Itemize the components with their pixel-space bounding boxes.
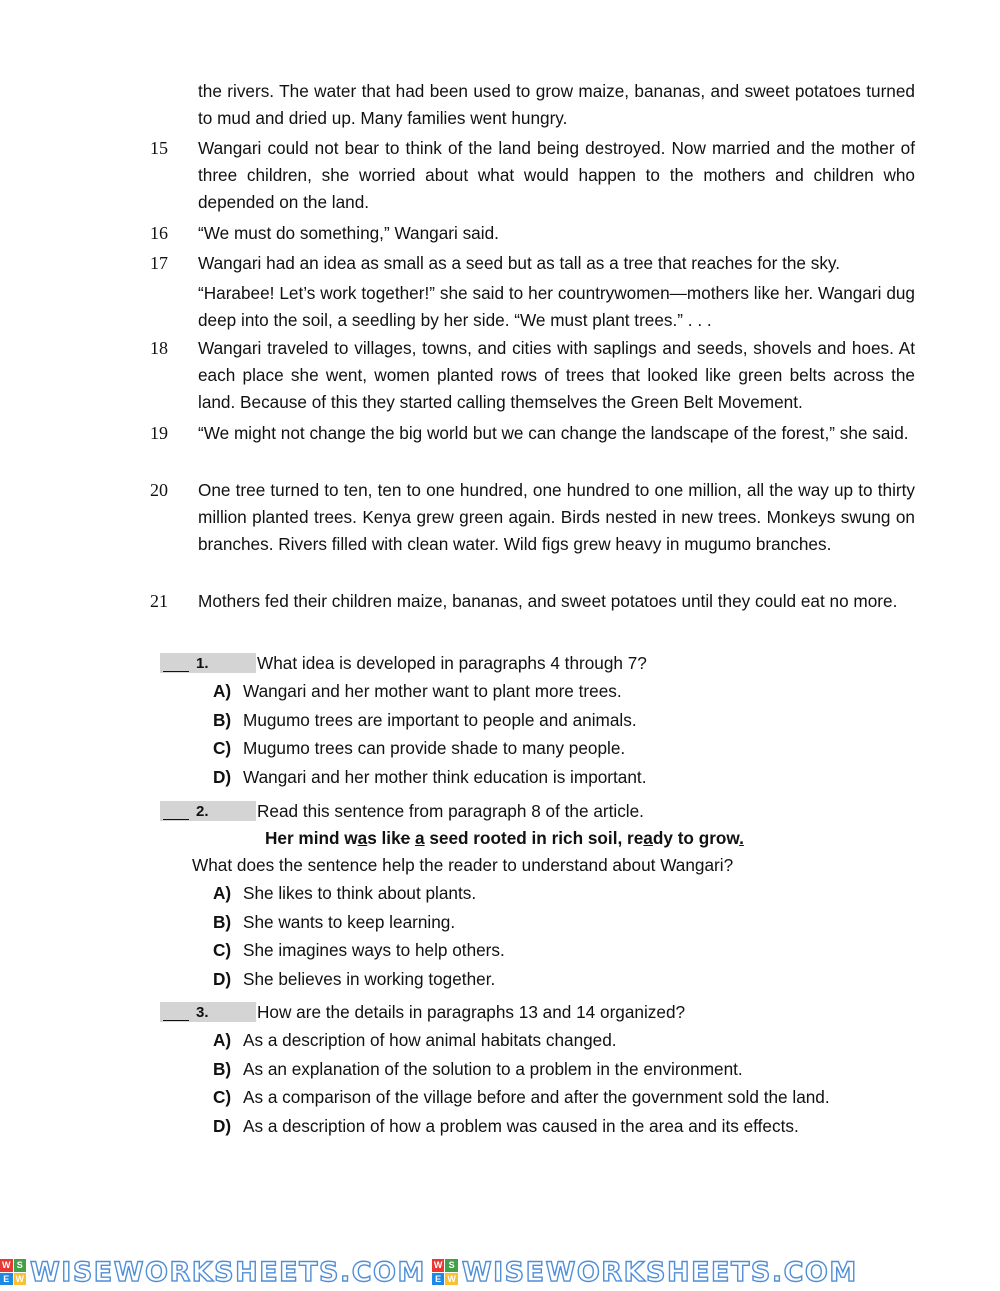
option-letter: C): [213, 1087, 232, 1108]
paragraph-number: 15: [150, 138, 168, 158]
paragraph-text: Wangari had an idea as small as a seed but as tall as a tree that reaches for the sky.: [198, 253, 841, 273]
watermark-text: WISEWORKSHEETS.COM: [461, 1256, 858, 1288]
question-header: [160, 651, 920, 677]
option-text: As a description of how a problem was caused in the area and its effects.: [243, 1116, 799, 1137]
answer-option-c[interactable]: [160, 1083, 920, 1112]
paragraph-number: 18: [150, 338, 168, 358]
paragraph-text: “We might not change the big world but we can change the landscape of the forest,” she said.: [198, 423, 909, 443]
paragraph-number: 16: [150, 223, 168, 243]
option-letter: A): [213, 1030, 232, 1050]
footer-watermark: [0, 1256, 1000, 1288]
quote-part: s lik: [367, 828, 401, 848]
quote-part: e: [400, 828, 411, 848]
answer-option-d[interactable]: [160, 965, 920, 994]
logo-letter: W: [2, 1260, 11, 1270]
paragraph-text: Wangari could not bear to think of the land being destroyed. Now married and the mother of three children, she worried about what would happen to the mothers and children who depended on the land.: [198, 138, 915, 212]
paragraph-number: 21: [150, 591, 168, 611]
logo-letter: E: [0, 1273, 13, 1286]
question-prompt: How are the details in paragraphs 13 and 14 organized?: [257, 1002, 686, 1022]
option-text: She imagines ways to help others.: [243, 940, 505, 961]
paragraph-19: [150, 420, 915, 447]
logo-letter: S: [14, 1259, 27, 1272]
answer-option-c[interactable]: [160, 734, 920, 763]
logo-letter: S: [445, 1259, 458, 1272]
paragraph-text: One tree turned to ten, ten to one hundred, one hundred to one million, all the way up to thirty million planted trees. Kenya grew green again. Birds nested in new trees. Monkeys swung on branches. Rivers filled with clean water. Wild figs grew heavy in mugumo branches.: [198, 480, 915, 554]
question-prompt: Read this sentence from paragraph 8 of the article.: [257, 801, 644, 821]
quote-part: a: [643, 828, 653, 848]
option-text: Wangari and her mother think education is important.: [243, 767, 647, 788]
question-1: [160, 651, 920, 792]
paragraph-17: [150, 250, 915, 334]
option-text: She likes to think about plants.: [243, 883, 477, 903]
option-letter: B): [213, 911, 232, 932]
answer-blank[interactable]: [163, 1004, 189, 1021]
quote-part: a: [415, 828, 425, 848]
logo-letter: W: [15, 1273, 24, 1284]
question-number: 1.: [196, 655, 209, 672]
paragraph-text: the rivers. The water that had been used to grow maize, bananas, and sweet potatoes turned to mud and dried up. Many families went hungry.: [198, 81, 915, 128]
logo-letter: W: [433, 1260, 443, 1270]
answer-option-a[interactable]: [160, 879, 920, 908]
option-text: Wangari and her mother want to plant more trees.: [243, 681, 622, 701]
question-number: 2.: [196, 803, 209, 820]
answer-option-d[interactable]: [160, 1112, 920, 1141]
paragraph-number: 19: [150, 423, 168, 443]
paragraph-text-continued: “Harabee! Let’s work together!” she said to her countrywomen—mothers like her. Wangari dug deep into the soil, a seedling by her side. “We must plant trees.” . . .: [198, 283, 915, 330]
watermark: [0, 1257, 426, 1288]
quote-part: a: [357, 828, 368, 848]
answer-option-b[interactable]: [160, 706, 920, 735]
answer-blank[interactable]: [163, 655, 189, 672]
option-text: She believes in working together.: [243, 969, 496, 990]
option-letter: D): [213, 767, 232, 788]
option-letter: B): [213, 1058, 232, 1079]
option-text: As a comparison of the village before and after the government sold the land.: [243, 1087, 830, 1108]
paragraph-text: Mothers fed their children maize, bananas, and sweet potatoes until they could eat no more.: [198, 591, 898, 611]
option-text: As an explanation of the solution to a problem in the environment.: [243, 1058, 743, 1079]
paragraph-15: [150, 135, 915, 216]
question-prompt: What idea is developed in paragraphs 4 through 7?: [257, 653, 647, 673]
option-letter: A): [213, 883, 232, 903]
question-header: [160, 1000, 920, 1026]
paragraph-number: 20: [150, 480, 168, 500]
quote-part: .: [739, 828, 744, 848]
site-logo-icon: [432, 1259, 458, 1285]
option-letter: D): [213, 1116, 232, 1137]
question-header: [160, 799, 920, 825]
answer-option-a[interactable]: [160, 1026, 920, 1055]
watermark: [432, 1257, 858, 1288]
paragraph-text: “We must do something,” Wangari said.: [198, 223, 499, 243]
answer-option-c[interactable]: [160, 936, 920, 965]
quote-part: seed rooted in rich soil, re: [424, 828, 644, 848]
question-3: [160, 1000, 920, 1141]
site-logo-icon: [0, 1259, 26, 1285]
paragraph-number: 17: [150, 253, 168, 273]
answer-blank[interactable]: [163, 803, 189, 820]
option-letter: D): [213, 969, 232, 990]
option-letter: C): [213, 940, 232, 961]
answer-option-b[interactable]: [160, 1055, 920, 1084]
quoted-sentence: [160, 825, 920, 851]
passage-continued: [150, 78, 915, 132]
quote-part: dy to grow: [652, 828, 740, 848]
paragraph-21: [150, 588, 915, 615]
answer-option-a[interactable]: [160, 677, 920, 706]
question-sub-prompt: What does the sentence help the reader to understand about Wangari?: [192, 855, 734, 875]
option-text: She wants to keep learning.: [243, 911, 456, 932]
paragraph-text: Wangari traveled to villages, towns, and cities with saplings and seeds, shovels and hoes. At each place she went, women planted rows of trees that looked like green belts across the land. Because of this they started calling themselves the Green Belt Movement.: [198, 338, 915, 412]
option-text: As a description of how animal habitats changed.: [243, 1030, 617, 1050]
answer-option-d[interactable]: [160, 763, 920, 792]
option-letter: B): [213, 709, 232, 730]
logo-letter: W: [447, 1273, 456, 1284]
paragraph-18: [150, 335, 915, 416]
option-letter: C): [213, 738, 232, 759]
logo-letter: E: [432, 1273, 445, 1286]
option-text: Mugumo trees are important to people and animals.: [243, 709, 637, 730]
question-number: 3.: [196, 1004, 209, 1021]
watermark-text: WISEWORKSHEETS.COM: [30, 1256, 426, 1288]
paragraph-20: [150, 477, 915, 558]
option-letter: A): [213, 681, 232, 701]
option-text: Mugumo trees can provide shade to many people.: [243, 738, 626, 759]
answer-option-b[interactable]: [160, 908, 920, 937]
question-2: [160, 799, 920, 994]
paragraph-16: [150, 220, 915, 247]
quote-part: Her mind w: [265, 828, 358, 848]
